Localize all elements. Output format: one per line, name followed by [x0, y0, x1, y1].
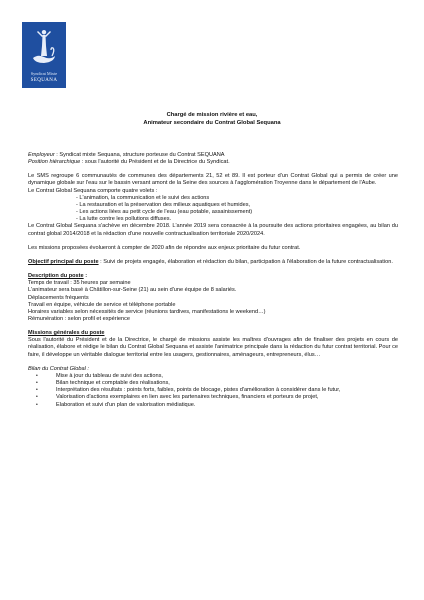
description-line: Déplacements fréquents: [28, 294, 89, 301]
description-line: Travail en équipe, véhicule de service et téléphone portable: [28, 301, 176, 308]
description-line: Rémunération : selon profil et expérience: [28, 315, 130, 322]
objective-text: : Suivi de projets engagés, élaboration et rédaction du bilan, participation à l'élaboration de la future contractualisation.: [98, 258, 393, 265]
volet-item: - La restauration et la préservation des milieux aquatiques et humides,: [76, 201, 251, 208]
bullet-icon: •: [36, 401, 38, 408]
contract-intro: Le Contrat Global Sequana comporte quatre volets :: [28, 187, 158, 194]
employer-label: Employeur: [28, 152, 55, 158]
intro-paragraph: Le SMS regroupe 6 communautés de communes des départements 21, 52 et 89. Il est porteur d'un Contrat Global qui a permis de créer une dynamique globale sur l'eau sur le bassin versant amont de la Seine des sources à l'agglomération Troyenne dans le département de l'Aube.: [28, 173, 398, 187]
bilan-bullet-text: Valorisation d'actions exemplaires en lien avec les partenaires techniques, financiers et porteurs de projet,: [56, 394, 319, 401]
bilan-bullet: [28, 394, 398, 401]
description-line: L'animateur sera basé à Châtillon-sur-Seine (21) au sein d'une équipe de 8 salariés.: [28, 287, 237, 294]
position-label: Position hiérarchique: [28, 159, 81, 166]
objective-label: Objectif principal du poste: [28, 258, 99, 265]
bullet-icon: •: [36, 380, 38, 387]
bilan-bullet-text: Elaboration et suivi d'un plan de valorisation médiatique.: [56, 401, 196, 408]
description-heading: [28, 273, 398, 280]
bilan-bullet-text: Interprétation des résultats : points forts, faibles, points de blocage, pistes d'amélioration à considérer dans le futur,: [56, 387, 341, 394]
employer-text: : Syndicat mixte Sequana, structure porteuse du Contrat SEQUANA: [54, 152, 225, 158]
missions-paragraph: Sous l'autorité du Président et de la Directrice, le chargé de missions assiste les maîtres d'ouvrages afin de finaliser des projets en cours de réalisation, élabore et rédige le bilan du Contrat Global Sequana et assiste l'animatrice principale dans la rédaction du futur contrat territorial. Pour ce faire, il développe un véritable dialogue territorial entre les usagers, gestionnaires, aménageurs, entrepreneurs, élus…: [28, 337, 398, 358]
bullet-icon: •: [36, 387, 38, 394]
title-line1: Chargé de mission rivière et eau,: [166, 112, 258, 118]
bilan-bullet: [28, 387, 398, 394]
bilan-bullet: [28, 373, 398, 380]
bullet-icon: •: [36, 394, 38, 401]
description-line: Horaires variables selon nécessités de service (réunions tardives, manifestations le weekend…): [28, 308, 266, 315]
bullet-icon: •: [36, 372, 38, 379]
job-title: [0, 112, 424, 128]
missions-evolve-paragraph: Les missions proposées évolueront à compter de 2020 afin de répondre aux enjeux prioritaire du futur contrat.: [28, 244, 301, 251]
bilan-bullet: [28, 380, 398, 387]
objective-paragraph: [28, 259, 398, 266]
contract-end-paragraph: Le Contrat Global Sequana s'achève en décembre 2018. L'année 2019 sera consacrée à la poursuite des actions prioritaires engagées, au bilan du contrat global 2014/2018 et la rédaction d'une nouvelle contractualisation territoriale 2020/2024.: [28, 223, 398, 237]
goddess-figure-icon: [30, 28, 58, 68]
logo-org-line2: SEQUANA: [30, 78, 58, 83]
volet-item: - Les actions liées au petit cycle de l'eau (eau potable, assainissement): [76, 209, 253, 216]
bilan-bullet: [28, 402, 398, 409]
position-text: : sous l'autorité du Président et de la Directrice du Syndicat.: [80, 159, 230, 166]
missions-heading: [28, 330, 398, 337]
logo-org-line1: Syndicat Mixte: [30, 71, 58, 76]
employer-line: [28, 152, 398, 159]
volet-item: - L'animation, la communication et le suivi des actions: [76, 194, 210, 201]
title-line2: Animateur secondaire du Contrat Global Sequana: [143, 119, 281, 126]
description-line: Temps de travail : 35 heures par semaine: [28, 280, 131, 287]
description-suffix: :: [83, 273, 88, 280]
volet-item: - La lutte contre les pollutions diffuses.: [76, 216, 172, 223]
missions-label: Missions générales du poste: [28, 330, 105, 337]
sequana-logo: [22, 22, 66, 88]
description-label: Description du poste: [28, 273, 84, 280]
bilan-bullet-text: Bilan technique et comptable des réalisations,: [56, 380, 170, 387]
document-body: [28, 152, 398, 409]
bilan-heading: [28, 366, 398, 373]
position-line: [28, 159, 398, 166]
bilan-label: Bilan du Contrat Global :: [28, 365, 89, 372]
bilan-bullet-text: Mise à jour du tableau de suivi des actions,: [56, 372, 163, 379]
